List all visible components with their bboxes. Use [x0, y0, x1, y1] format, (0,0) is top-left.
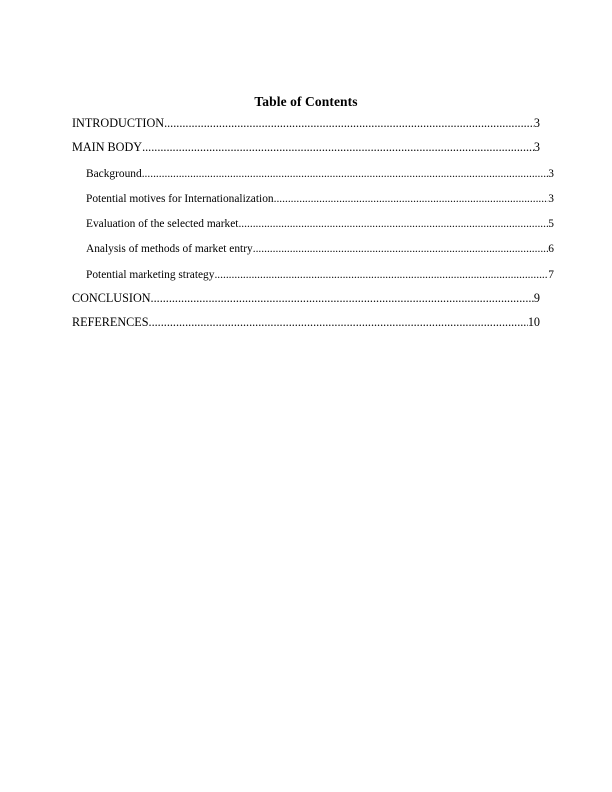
toc-entry[interactable] [72, 217, 554, 231]
toc-entry-page: 5 [548, 218, 554, 230]
toc-leader-dots [149, 315, 528, 330]
toc-entry[interactable] [72, 140, 540, 155]
toc-entry-page: 3 [533, 116, 540, 130]
toc-leader-dots [142, 167, 549, 181]
toc-entry-label: Background [86, 167, 142, 180]
toc-entry[interactable] [72, 268, 554, 282]
toc-entry-label: CONCLUSION [72, 290, 151, 305]
toc-entry-label: Analysis of methods of market entry [86, 243, 253, 256]
toc-entry[interactable] [72, 116, 540, 131]
toc-entry-label: INTRODUCTION [72, 116, 165, 130]
toc-entry-label: Potential marketing strategy [86, 268, 215, 281]
toc-leader-dots [274, 192, 549, 206]
toc-entry[interactable] [72, 291, 540, 306]
table-of-contents-list [72, 116, 554, 330]
toc-entry-page: 9 [533, 290, 540, 305]
toc-leader-dots [238, 217, 548, 231]
toc-entry[interactable] [72, 167, 554, 181]
toc-leader-dots [253, 242, 549, 256]
toc-entry-page: 10 [527, 315, 540, 329]
toc-entry-page: 3 [548, 167, 554, 180]
toc-leader-dots [214, 268, 548, 282]
toc-entry-label: MAIN BODY [72, 140, 143, 155]
toc-entry-page: 3 [533, 140, 540, 155]
toc-entry[interactable] [72, 315, 540, 330]
toc-entry[interactable] [72, 242, 554, 256]
toc-entry-label: Potential motives for Internationalization [86, 192, 274, 205]
toc-entry[interactable] [72, 192, 554, 206]
toc-entry-label: REFERENCES [72, 315, 149, 329]
toc-entry-page: 7 [548, 268, 554, 281]
page-title: Table of Contents [254, 94, 358, 109]
toc-entry-page: 6 [548, 243, 554, 256]
toc-leader-dots [164, 116, 534, 131]
toc-entry-page: 3 [548, 192, 554, 205]
toc-entry-label: Evaluation of the selected market [86, 218, 239, 230]
toc-leader-dots [151, 291, 534, 306]
toc-leader-dots [142, 140, 534, 155]
